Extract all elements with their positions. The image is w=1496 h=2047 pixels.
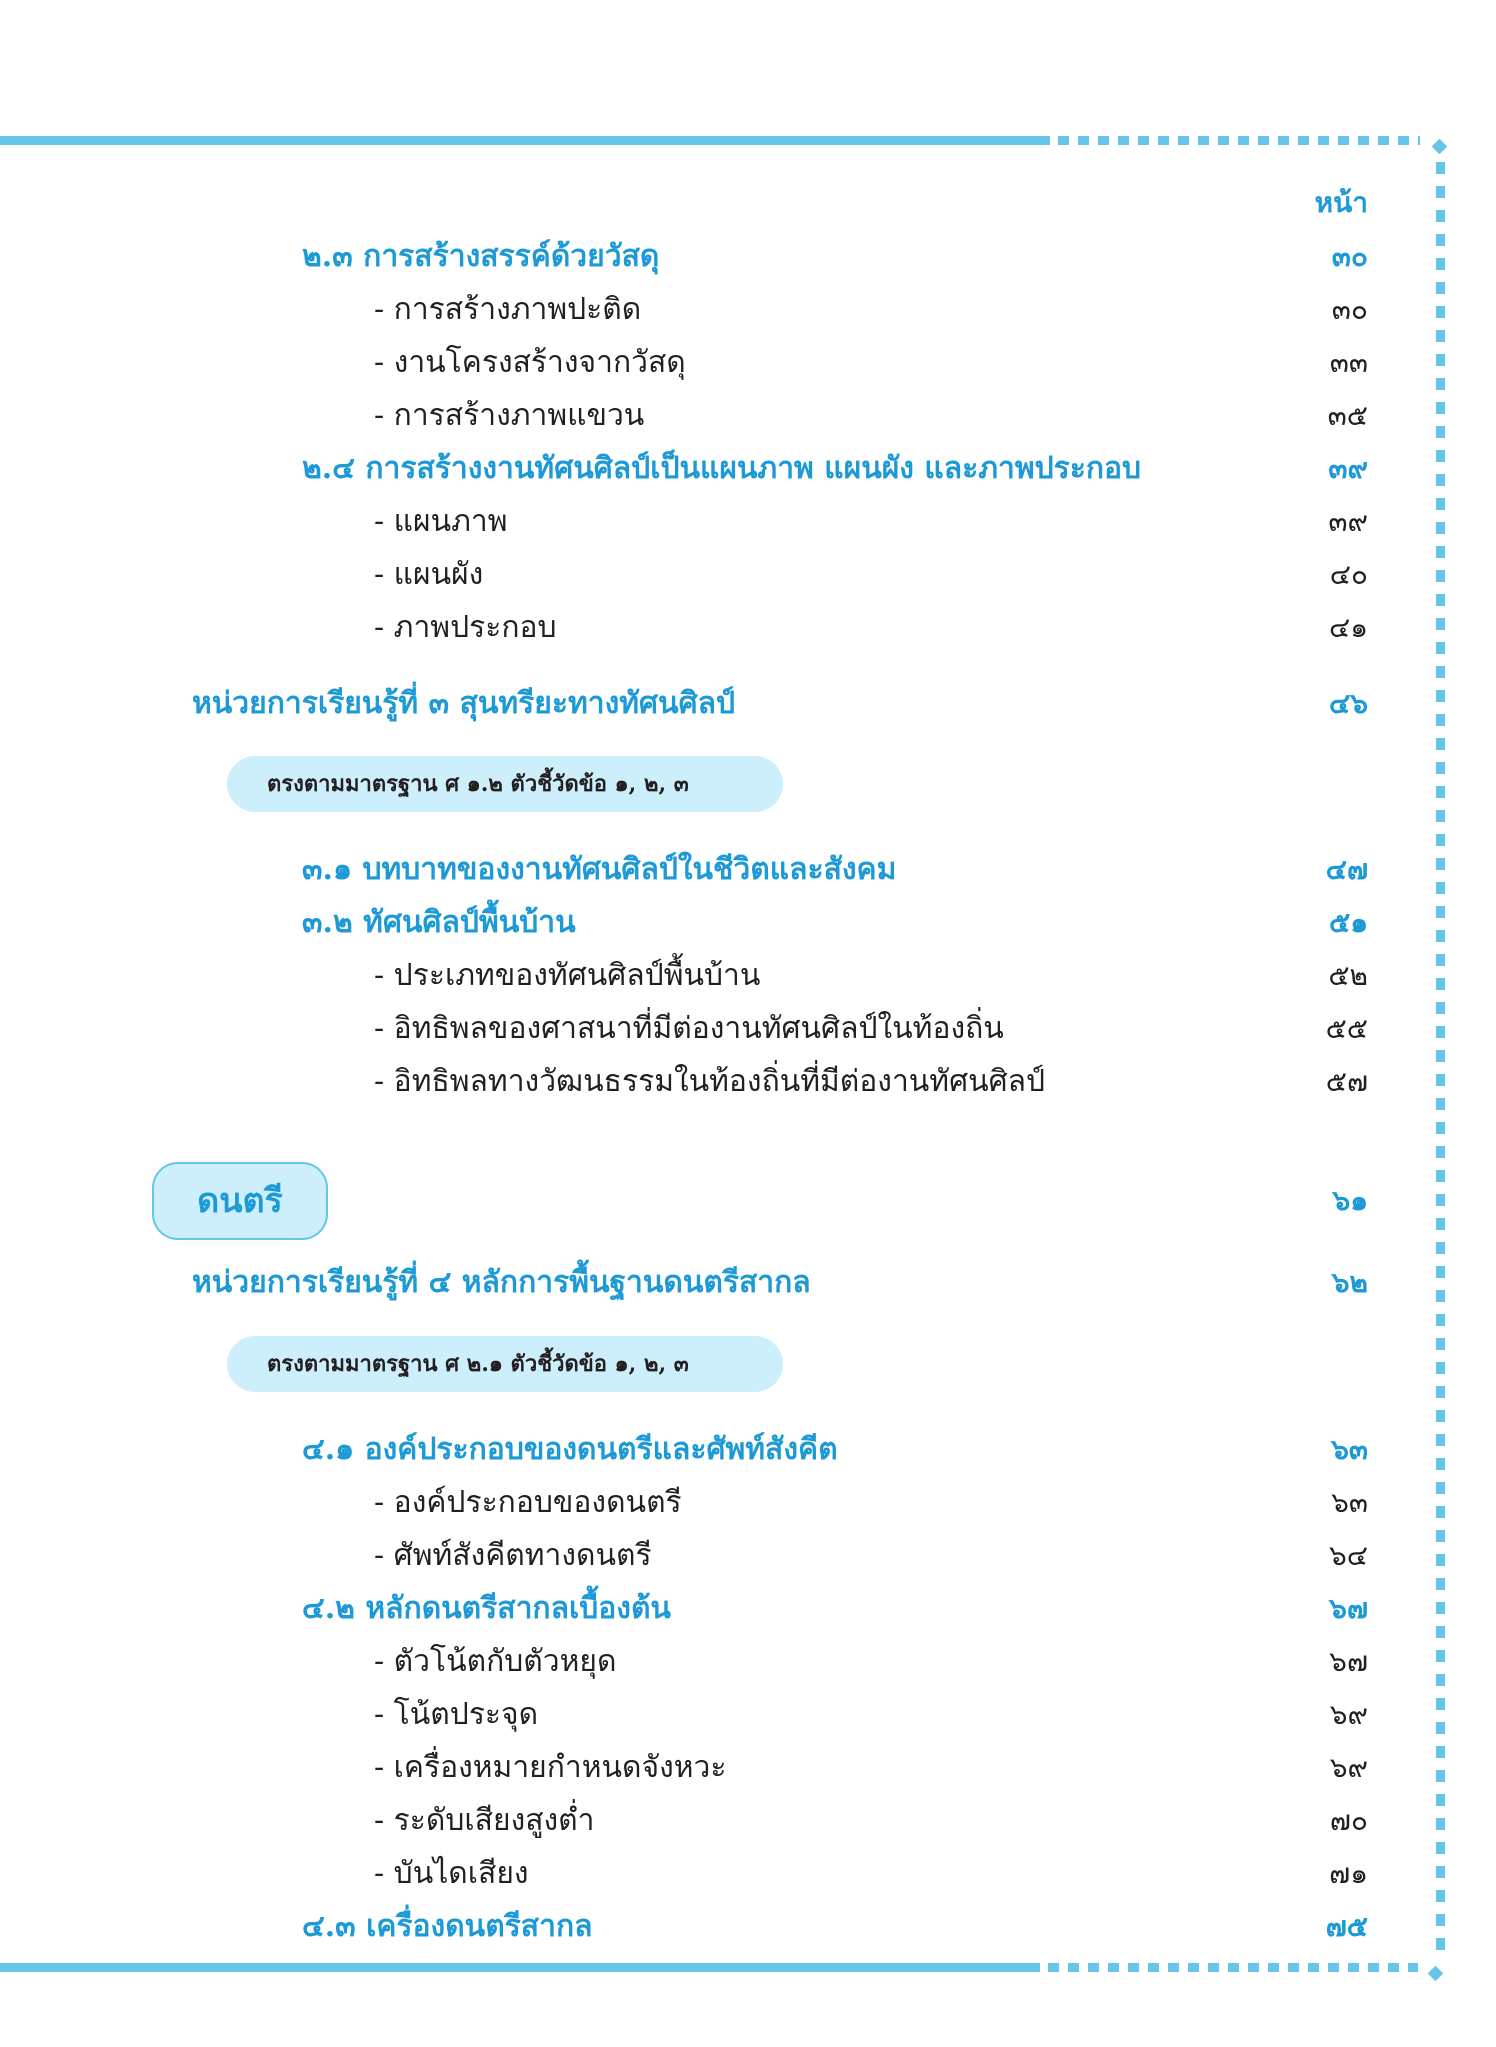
frame-top-line (0, 136, 1050, 145)
page-column-label: หน้า (1314, 186, 1368, 219)
frame-top-dashes (1058, 136, 1420, 145)
toc-section-row[interactable] (0, 898, 1496, 948)
toc-page-number: ๖๔ (1329, 1539, 1368, 1572)
toc-page-number: ๗๑ (1329, 1857, 1368, 1890)
frame-bottom-line (0, 1963, 1040, 1972)
toc-page-number: ๓๙ (1328, 452, 1368, 485)
toc-page-number: ๔๗ (1325, 853, 1368, 886)
toc-page-number: ๔๐ (1329, 558, 1368, 591)
toc-subsection-title: - อิทธิพลทางวัฒนธรรมในท้องถิ่นที่มีต่องานทัศนศิลป์ (374, 1064, 1046, 1099)
standard-badge: ตรงตามมาตรฐาน ศ ๒.๑ ตัวชี้วัดข้อ ๑, ๒, ๓ (227, 1336, 783, 1392)
toc-page-number: ๓๓ (1329, 346, 1368, 379)
toc-page-number: ๕๗ (1325, 1065, 1368, 1098)
frame-corner-diamond (1428, 1966, 1444, 1982)
toc-section-row[interactable] (0, 1902, 1496, 1952)
toc-subsection-title: - งานโครงสร้างจากวัสดุ (374, 345, 686, 380)
category-label-box[interactable]: ดนตรี (152, 1162, 328, 1240)
toc-page-number: ๓๐ (1331, 240, 1368, 273)
toc-section-row[interactable] (0, 232, 1496, 282)
toc-subsection-row[interactable] (0, 497, 1496, 547)
toc-subsection-row[interactable] (0, 1637, 1496, 1687)
toc-subsection-title: - องค์ประกอบของดนตรี (374, 1485, 682, 1520)
toc-subsection-row[interactable] (0, 550, 1496, 600)
toc-page-number: ๓๙ (1328, 505, 1368, 538)
toc-unit-title: หน่วยการเรียนรู้ที่ ๔ หลักการพื้นฐานดนตรีสากล (192, 1265, 811, 1300)
frame-bottom-dashes (1048, 1963, 1418, 1972)
toc-subsection-title: - อิทธิพลของศาสนาที่มีต่องานทัศนศิลป์ในท้องถิ่น (374, 1011, 1004, 1046)
page-column-header (0, 178, 1496, 228)
toc-page-number: ๖๑ (1332, 1184, 1368, 1217)
toc-page-number: ๕๕ (1325, 1012, 1368, 1045)
toc-section-title: ๔.๑ องค์ประกอบของดนตรีและศัพท์สังคีต (302, 1432, 838, 1467)
toc-subsection-row[interactable] (0, 1796, 1496, 1846)
toc-subsection-title: - บันไดเสียง (374, 1856, 529, 1891)
toc-section-row[interactable] (0, 444, 1496, 494)
frame-corner-diamond (1432, 139, 1448, 155)
toc-unit-row[interactable] (0, 679, 1496, 729)
toc-section-row[interactable] (0, 845, 1496, 895)
toc-section-title: ๓.๒ ทัศนศิลป์พื้นบ้าน (302, 905, 576, 940)
toc-page-number: ๔๖ (1329, 687, 1368, 720)
toc-subsection-title: - แผนภาพ (374, 504, 508, 539)
toc-section-row[interactable] (0, 1425, 1496, 1475)
toc-subsection-title: - โน้ตประจุด (374, 1697, 539, 1732)
toc-subsection-row[interactable] (0, 1690, 1496, 1740)
toc-page-number: ๖๗ (1329, 1645, 1368, 1678)
toc-page-number: ๖๓ (1331, 1433, 1368, 1466)
toc-page-number: ๖๙ (1329, 1698, 1368, 1731)
toc-subsection-title: - การสร้างภาพปะติด (374, 292, 642, 327)
toc-subsection-row[interactable] (0, 1478, 1496, 1528)
toc-section-title: ๔.๒ หลักดนตรีสากลเบื้องต้น (302, 1591, 671, 1626)
toc-subsection-title: - ระดับเสียงสูงต่ำ (374, 1803, 595, 1838)
toc-subsection-row[interactable] (0, 338, 1496, 388)
toc-subsection-title: - ประเภทของทัศนศิลป์พื้นบ้าน (374, 958, 761, 993)
toc-subsection-title: - ศัพท์สังคีตทางดนตรี (374, 1538, 652, 1573)
toc-subsection-row[interactable] (0, 391, 1496, 441)
toc-page-number: ๓๕ (1327, 399, 1368, 432)
toc-subsection-title: - เครื่องหมายกำหนดจังหวะ (374, 1750, 727, 1785)
toc-section-title: ๒.๔ การสร้างงานทัศนศิลป์เป็นแผนภาพ แผนผัง และภาพประกอบ (302, 451, 1142, 486)
toc-page-number: ๖๙ (1329, 1751, 1368, 1784)
toc-subsection-title: - ตัวโน้ตกับตัวหยุด (374, 1644, 617, 1679)
toc-section-title: ๒.๓ การสร้างสรรค์ด้วยวัสดุ (302, 239, 660, 274)
toc-page-number: ๖๗ (1329, 1592, 1368, 1625)
category-page-row (0, 1176, 1496, 1226)
toc-subsection-row[interactable] (0, 1743, 1496, 1793)
toc-section-row[interactable] (0, 1584, 1496, 1634)
toc-page-number: ๔๑ (1329, 611, 1368, 644)
toc-subsection-row[interactable] (0, 285, 1496, 335)
toc-page-number: ๗๕ (1325, 1910, 1368, 1943)
toc-page-number: ๕๒ (1328, 959, 1368, 992)
standard-badge: ตรงตามมาตรฐาน ศ ๑.๒ ตัวชี้วัดข้อ ๑, ๒, ๓ (227, 756, 783, 812)
toc-subsection-row[interactable] (0, 1531, 1496, 1581)
toc-subsection-title: - แผนผัง (374, 557, 484, 592)
toc-subsection-row[interactable] (0, 1004, 1496, 1054)
toc-subsection-title: - ภาพประกอบ (374, 610, 557, 645)
toc-unit-row[interactable] (0, 1258, 1496, 1308)
toc-unit-title: หน่วยการเรียนรู้ที่ ๓ สุนทรียะทางทัศนศิลป์ (192, 686, 736, 721)
toc-subsection-row[interactable] (0, 603, 1496, 653)
toc-page-number: ๓๐ (1331, 293, 1368, 326)
toc-section-title: ๔.๓ เครื่องดนตรีสากล (302, 1909, 593, 1944)
toc-page-number: ๖๒ (1331, 1266, 1368, 1299)
toc-subsection-row[interactable] (0, 1057, 1496, 1107)
toc-subsection-row[interactable] (0, 951, 1496, 1001)
toc-page-number: ๗๐ (1329, 1804, 1368, 1837)
toc-subsection-title: - การสร้างภาพแขวน (374, 398, 645, 433)
toc-section-title: ๓.๑ บทบาทของงานทัศนศิลป์ในชีวิตและสังคม (302, 852, 897, 887)
toc-page-number: ๕๑ (1329, 906, 1368, 939)
toc-page-number: ๖๓ (1331, 1486, 1368, 1519)
toc-subsection-row[interactable] (0, 1849, 1496, 1899)
